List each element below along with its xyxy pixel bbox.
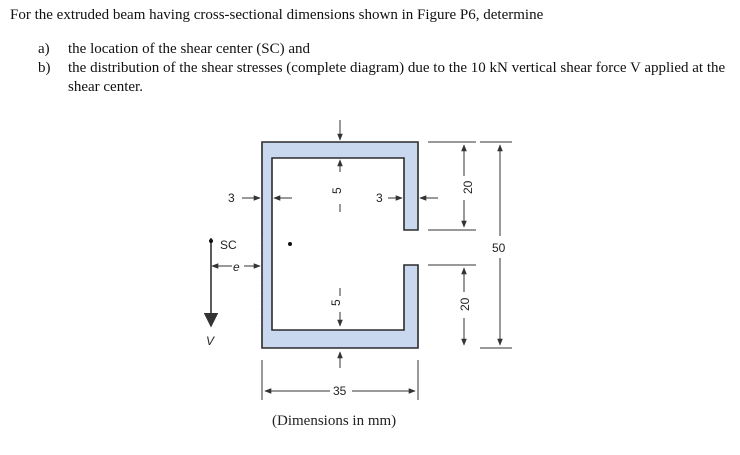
label-thickness-lip: 3 — [376, 191, 383, 205]
item-b-text: the distribution of the shear stresses (complete diagram) due to the 10 kN vertical shear force V applied at the shear center. — [68, 60, 726, 95]
shear-center-marker — [209, 239, 213, 243]
shear-center-dot — [288, 242, 292, 246]
label-width: 35 — [333, 384, 347, 398]
figure-caption: (Dimensions in mm) — [272, 413, 397, 429]
item-a-label: a) — [38, 41, 50, 57]
label-lip-bottom-height: 20 — [458, 297, 472, 311]
item-a-text: the location of the shear center (SC) and — [68, 41, 310, 57]
dimension-lines — [212, 120, 512, 400]
label-force-v: V — [206, 334, 215, 348]
label-thickness-flange: 5 — [330, 187, 344, 194]
label-eccentricity: e — [233, 260, 240, 274]
problem-intro: For the extruded beam having cross-sectional dimensions shown in Figure P6, determine — [10, 7, 544, 23]
label-shear-center: SC — [220, 238, 237, 252]
label-lip-top-height: 20 — [461, 180, 475, 194]
label-thickness-left: 3 — [228, 191, 235, 205]
label-total-height: 50 — [492, 241, 506, 255]
item-b-label: b) — [38, 60, 51, 76]
label-thickness-bottom-flange: 5 — [329, 299, 343, 306]
